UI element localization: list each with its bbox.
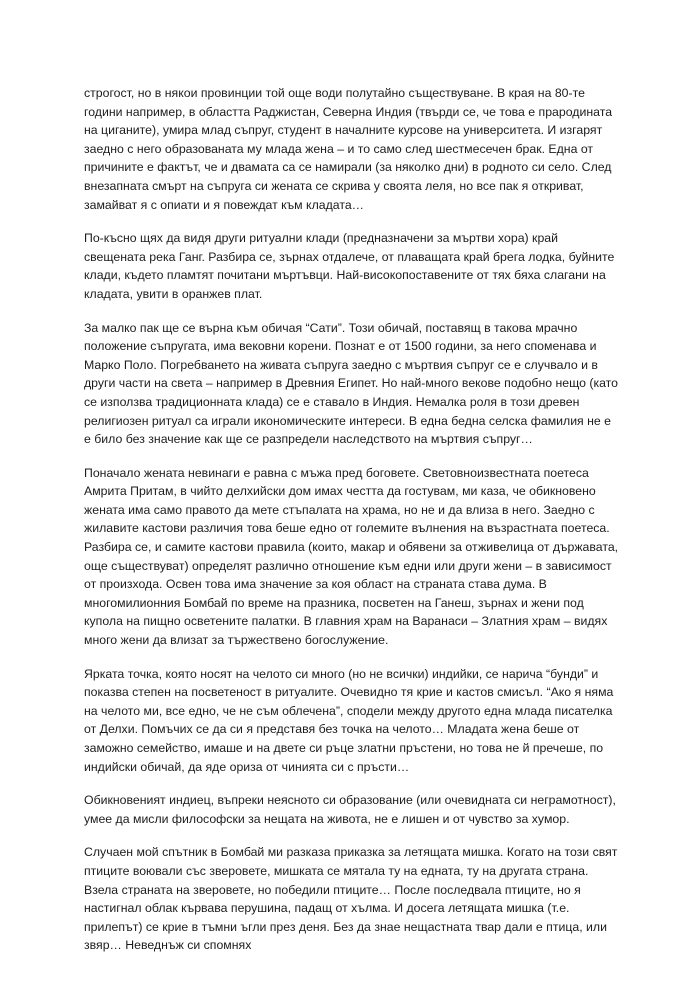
paragraph-6: Обикновеният индиец, въпреки неясното си образование (или очевидната си неграмотност), умее да мисли философски за нещата на живота, не е лишен и от чувство за хумор. bbox=[84, 793, 616, 826]
paragraph-3: За малко пак ще се върна към обичая “Сати”. Този обичай, поставящ в такова мрачно положение съпругата, има вековни корени. Познат е от 1500 години, за него споменава и Марко Поло. Погребването на живата съпруга заедно с мъртвия съпруг се е случвало и в други части на света – например в Древния Египет. Но най-много векове подобно нещо (като се използва традиционната клада) се е ставало в Индия. Немалка роля в този древен религиозен ритуал са играли икономическите интереси. В една бедна селска фамилия не е е било без значение как ще се разпредели наследството на мъртвия съпруг… bbox=[84, 320, 619, 447]
paragraph-4: Поначало жената невинаги е равна с мъжа пред боговете. Световноизвестната поетеса Амрита Притам, в чийто делхийски дом имах честта да гостувам, ми каза, че обикновено жената има само правото да мете стъпалата на храма, но не и да влиза в него. Заедно с жилавите кастови различия това беше едно от големите вълнения на възрастната поетеса. Разбира се, и самите кастови правила (които, макар и обявени за отживелица от държавата, още съществуват) определят различно отношение към едни или други жени – в зависимост от произхода. Освен това има значение за коя област на страната става дума. В многомилионния Бомбай по време на празника, посветен на Ганеш, зърнах и жени под купола на пищно осветените палатки. В главния храм на Варанаси – Златния храм – видях много жени да влизат за тържествено богослужение. bbox=[84, 465, 619, 648]
document-body bbox=[84, 84, 619, 955]
paragraph-2: По-късно щях да видя други ритуални клади (предназначени за мъртви хора) край свещената река Ганг. Разбира се, зърнах отдалече, от плаващата край брега лодка, буйните клади, където пламтят почитани мъртъвци. Най-високопоставените от тях бяха слагани на кладата, увити в оранжев плат. bbox=[84, 231, 615, 301]
paragraph-1: строгост, но в някои провинции той още води полутайно съществуване. В края на 80-те години например, в областта Раджистан, Северна Индия (твърди се, че това е прародината на циганите), умира млад съпруг, студент в началните курсове на университета. И изгарят заедно с него образованата му млада жена – и то само след шестмесечен брак. Една от причините е фактът, че и двамата са се намирали (за няколко дни) в родното си село. След внезапната смърт на съпруга си жената се скрива у своята леля, но все пак я откриват, замайват я с опиати и я повеждат към кладата… bbox=[84, 86, 613, 212]
paragraph-7: Случаен мой спътник в Бомбай ми разказа приказка за летящата мишка. Когато на този свят птиците воювали със зверовете, мишката се мятала ту на едната, ту на другата страна. Взела страната на зверовете, но победили птиците… После последвала птиците, но я настигнал облак кървава перушина, падащ от хълма. И досега летящата мишка (т.е. прилепът) се крие в тъмни ъгли през деня. Без да знае нещастната твар дали е птица, или звяр… Неведнъж си спомнях bbox=[84, 845, 618, 953]
paragraph-5: Ярката точка, която носят на челото си много (но не всички) индийки, се нарича “бунди” и показва степен на посветеност в ритуалите. Очевидно тя крие и кастов смисъл. “Ако я няма на челото ми, все едно, че не съм облечена”, сподели между другото една млада писателка от Делхи. Помъчих се да си я представя без точка на челото… Младата жена беше от заможно семейство, имаше и на двете си ръце златни пръстени, но това не й пречеше, по индийски обичай, да яде ориза от чинията си с пръсти… bbox=[84, 666, 614, 774]
